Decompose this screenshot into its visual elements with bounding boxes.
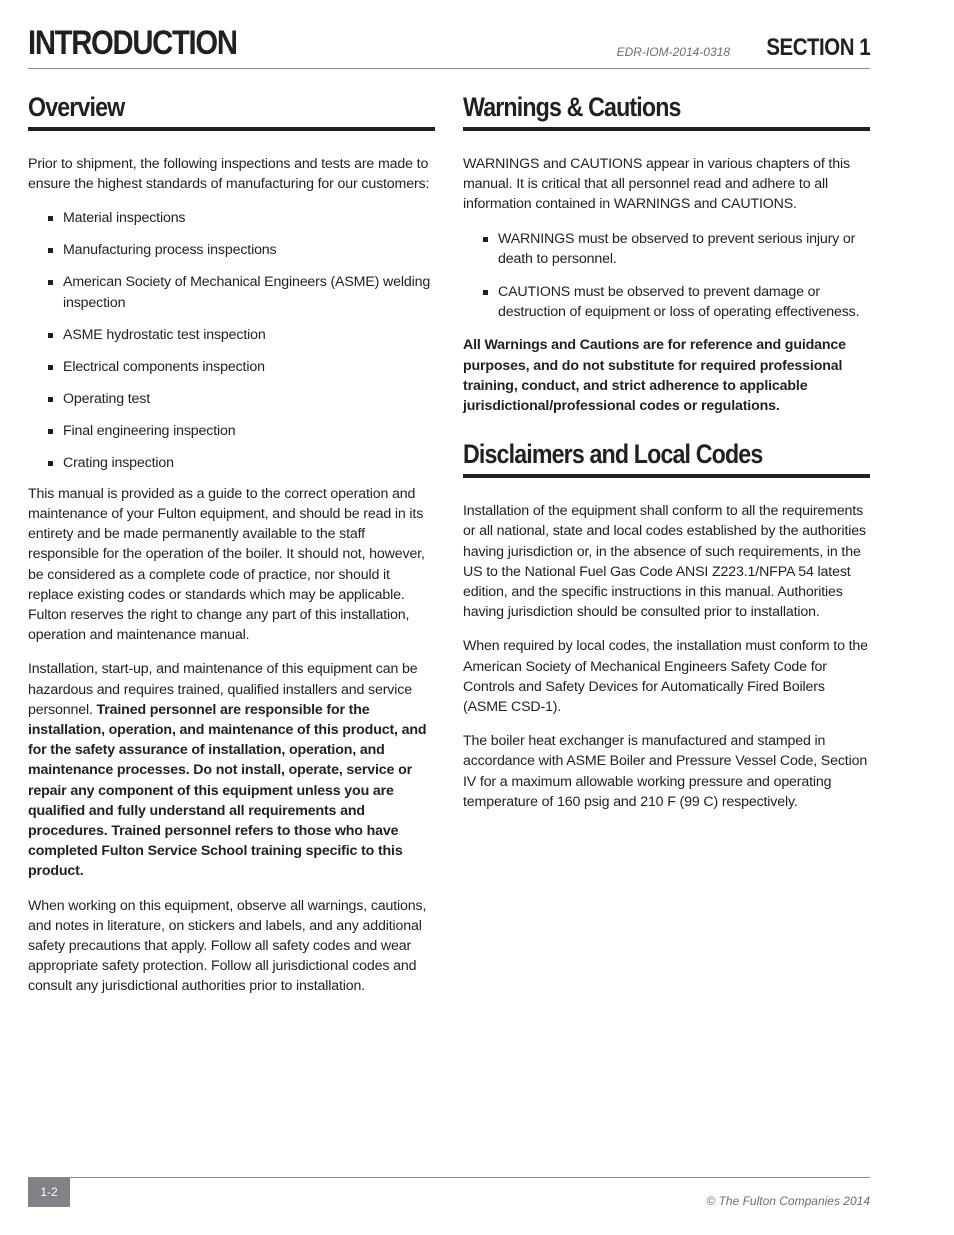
disclaimers-paragraph-1: Installation of the equipment shall conform to all the requirements or all national, state and local codes established by the authorities having jurisdiction or, in the absence of such requirements, in the US to the National Fuel Gas Code ANSI Z223.1/NFPA 54 latest edition, and the specific instructions in this manual. Authorities having jurisdiction should be consulted prior to installation. [463, 503, 866, 621]
footer-divider [28, 1177, 870, 1178]
disclaimers-paragraph-3: The boiler heat exchanger is manufactured and stamped in accordance with ASME Boiler and Pressure Vessel Code, Section IV for a maximum allowable working pressure and operating temperature of 160 psig and 210 F (99 C) respectively. [463, 733, 868, 810]
trained-personnel-bold-text: Trained personnel are responsible for the installation, operation, and maintenance of this product, and for the safety assurance of installation, operation, and maintenance processes. Do not install, operate, service or repair any component of this equipment unless you are qualified and fully understand all requirements and procedures. Trained personnel refers to those who have completed Fulton Service School training specific to this product. [28, 701, 427, 880]
section-label: SECTION 1 [766, 34, 870, 61]
left-column [28, 92, 435, 997]
warnings-heading: Warnings & Cautions [463, 92, 870, 131]
list-item: Electrical components inspection [28, 357, 435, 377]
right-column [463, 92, 870, 812]
safety-precautions-paragraph: When working on this equipment, observe all warnings, cautions, and notes in literature, on stickers and labels, and any additional safety precautions that apply. Follow all safety codes and wear appropriate safety protection. Follow all jurisdictional codes and consult any jurisdictional authorities prior to installation. [28, 897, 427, 995]
chapter-title: INTRODUCTION [28, 24, 237, 62]
list-item: CAUTIONS must be observed to prevent damage or destruction of equipment or loss of operating effectiveness. [463, 282, 870, 322]
inspection-list [28, 208, 435, 472]
list-item: Material inspections [28, 208, 435, 228]
list-item: Manufacturing process inspections [28, 240, 435, 260]
warnings-intro: WARNINGS and CAUTIONS appear in various chapters of this manual. It is critical that all personnel read and adhere to all information contained in WARNINGS and CAUTIONS. [463, 156, 850, 213]
copyright-notice: © The Fulton Companies 2014 [706, 1194, 870, 1208]
overview-intro: Prior to shipment, the following inspections and tests are made to ensure the highest standards of manufacturing for our customers: [28, 156, 430, 193]
overview-heading: Overview [28, 92, 435, 131]
trained-personnel-paragraph [28, 659, 435, 881]
list-item: Operating test [28, 389, 435, 409]
warnings-bold-note: All Warnings and Cautions are for reference and guidance purposes, and do not substitute for required professional training, conduct, and strict adherence to applicable jurisdictional/professional codes or regulations. [463, 337, 846, 415]
list-item: ASME hydrostatic test inspection [28, 325, 435, 345]
disclaimers-paragraph-2: When required by local codes, the installation must conform to the American Society of Mechanical Engineers Safety Code for Controls and Safety Devices for Automatically Fired Boilers (ASME CSD-1). [463, 638, 868, 716]
list-item: Crating inspection [28, 453, 435, 473]
trained-personnel-text: Installation, start-up, and maintenance of this equipment can be hazardous and requires trained, qualified installers and service personnel. [28, 661, 418, 718]
document-number: EDR-IOM-2014-0318 [616, 45, 730, 59]
disclaimers-heading: Disclaimers and Local Codes [463, 439, 870, 478]
list-item: WARNINGS must be observed to prevent serious injury or death to personnel. [463, 229, 870, 269]
list-item: American Society of Mechanical Engineers (ASME) welding inspection [28, 272, 435, 312]
manual-purpose-paragraph: This manual is provided as a guide to the correct operation and maintenance of your Fulton equipment, and should be read in its entirety and be made permanently available to the staff responsible for the operation of the boiler. It should not, however, be considered as a complete code of practice, nor should it replace existing codes or standards which may be applicable. Fulton reserves the right to change any part of this installation, operation and maintenance manual. [28, 485, 425, 644]
page-header [28, 22, 870, 69]
list-item: Final engineering inspection [28, 421, 435, 441]
page-number: 1-2 [28, 1178, 70, 1207]
warnings-list [463, 229, 870, 323]
